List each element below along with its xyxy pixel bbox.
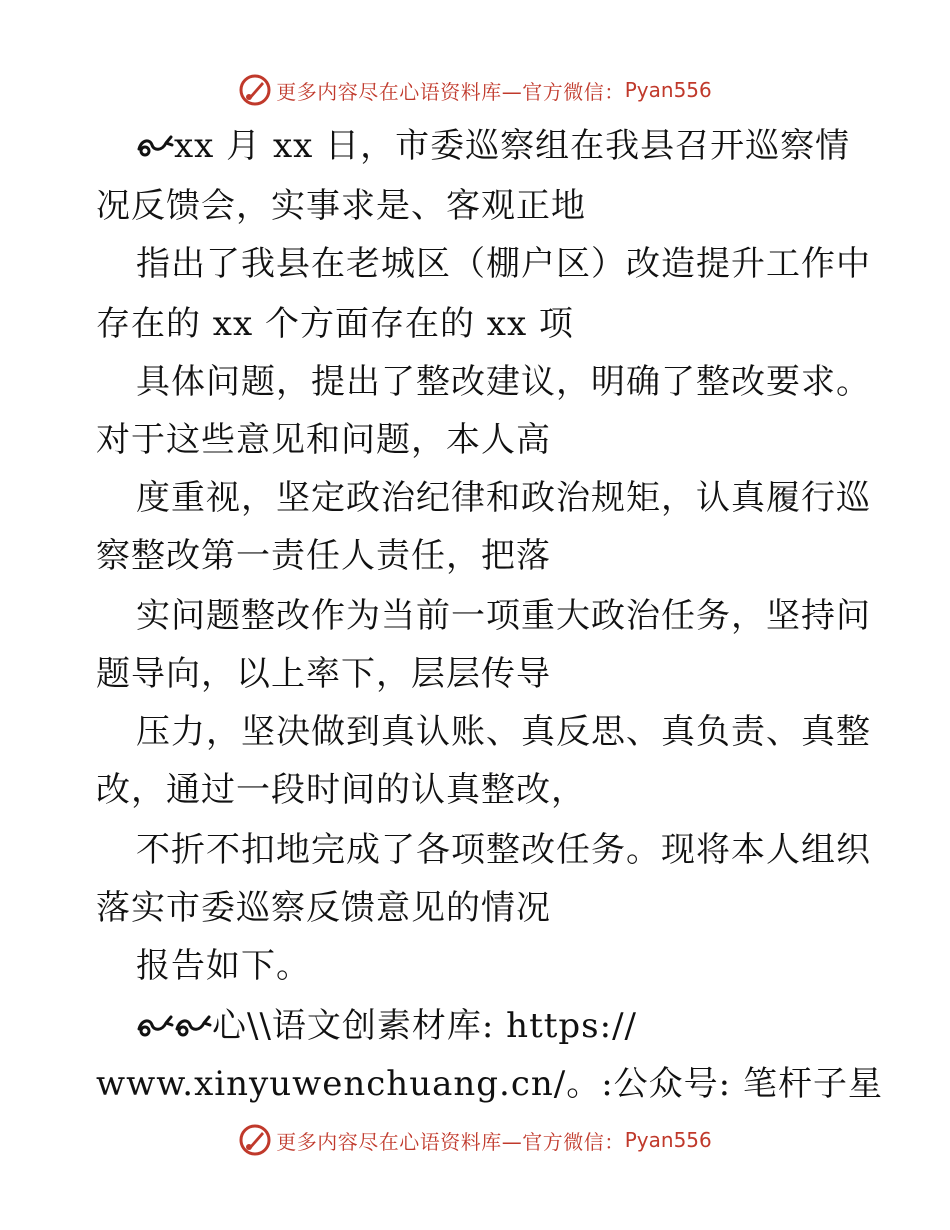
line-text: 改，通过一段时间的认真整改， [96,770,586,810]
paragraph-line [0,1006,950,1046]
paragraph-line [0,126,950,166]
paragraph-line [0,830,950,870]
line-text: 具体问题，提出了整改建议，明确了整改要求。 [136,362,871,402]
paragraph-line [0,244,950,284]
line-text: 况反馈会，实事求是、客观正地 [96,186,586,226]
paragraph-line [0,712,950,752]
line-text: 压力，坚决做到真认账、真反思、真负责、真整 [136,712,871,752]
quill-seal-icon [238,1123,272,1157]
line-text: 存在的 xx 个方面存在的 xx 项 [96,304,574,344]
line-text: 落实市委巡察反馈意见的情况 [96,888,551,928]
paragraph-line [0,596,950,636]
paragraph-line [0,1064,950,1104]
quill-seal-icon [238,73,272,107]
line-text: 题导向，以上率下，层层传导 [96,654,551,694]
footer-watermark [0,1120,950,1160]
watermark-handle: Pyan556 [624,78,712,102]
line-text: 对于这些意见和问题，本人高 [96,420,551,460]
paragraph-line [0,654,950,694]
header-watermark [0,70,950,110]
paragraph-line [0,420,950,460]
paragraph-line [0,946,950,986]
paragraph-line [0,304,950,344]
line-text: 指出了我县在老城区（棚户区）改造提升工作中 [136,244,871,284]
hand-pointer-mark-icon [136,1011,174,1041]
watermark-handle: Pyan556 [624,1128,712,1152]
line-text: 度重视，坚定政治纪律和政治规矩，认真履行巡 [136,478,871,518]
paragraph-line [0,478,950,518]
line-text: 察整改第一责任人责任，把落 [96,536,551,576]
paragraph-line [0,362,950,402]
watermark-text: 更多内容尽在心语资料库—官方微信： [276,1129,625,1154]
paragraph-line [0,888,950,928]
line-text: 心\\语文创素材库: https:// [212,1006,637,1046]
line-text: xx 月 xx 日，市委巡察组在我县召开巡察情 [174,126,851,166]
line-text: 实问题整改作为当前一项重大政治任务，坚持问 [136,596,871,636]
paragraph-line [0,536,950,576]
line-text: 报告如下。 [136,946,311,986]
line-text: 不折不扣地完成了各项整改任务。现将本人组织 [136,830,871,870]
paragraph-line [0,186,950,226]
line-text: www.xinyuwenchuang.cn/。:公众号: 笔杆子星 [96,1064,883,1104]
watermark-text: 更多内容尽在心语资料库—官方微信： [276,79,625,104]
hand-pointer-mark-icon [174,1011,212,1041]
paragraph-line [0,770,950,810]
hand-pointer-mark-icon [136,131,174,161]
